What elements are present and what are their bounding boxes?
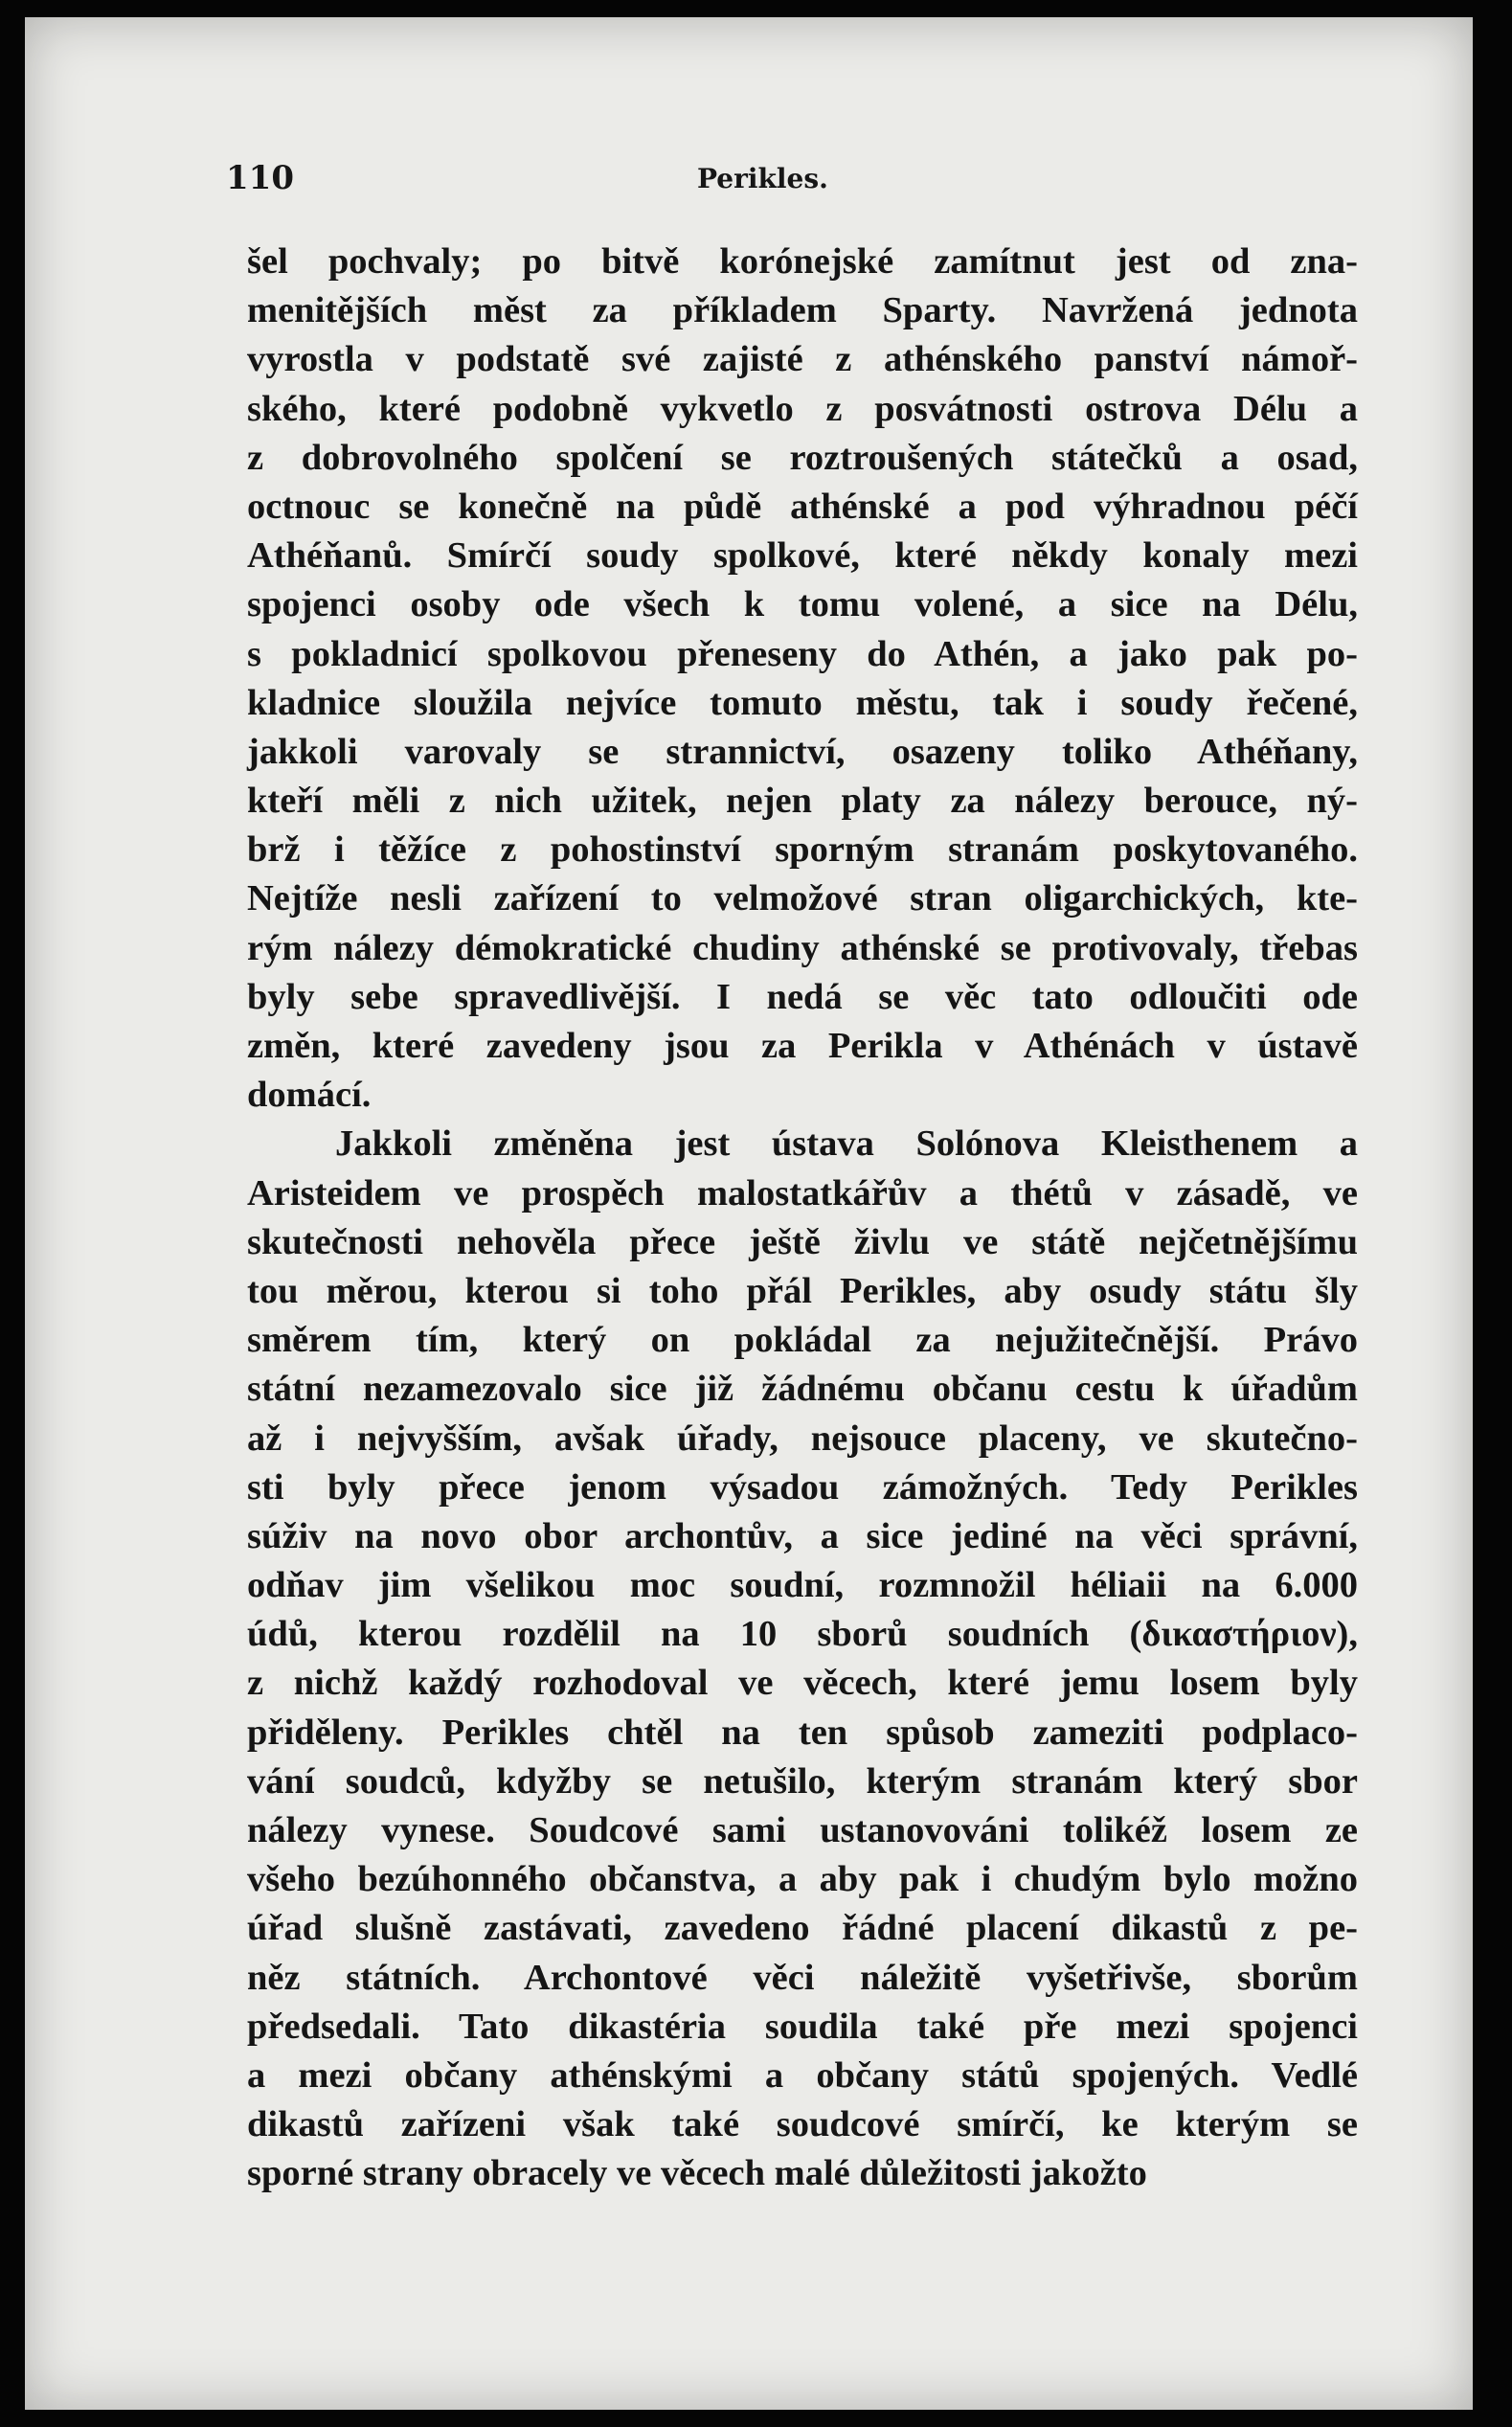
text-line: Jakkoli změněna jest ústava Solónova Kleisthenem a: [335, 1123, 1358, 1165]
text-line: sporné strany obracely ve věcech malé důležitosti jakožto: [247, 2153, 1147, 2194]
text-line: skutečnosti nehověla přece ještě živlu ve státě nejčetnějšímu: [247, 1221, 1358, 1262]
page-header: [226, 159, 1356, 197]
text-line: z nichž každý rozhodoval ve věcech, které jemu losem byly: [247, 1663, 1358, 1704]
text-line: vání soudců, kdyžby se netušilo, kterým stranám který sbor: [247, 1760, 1358, 1802]
text-line: údů, kterou rozdělil na 10 sborů soudních (δικαστήριον),: [247, 1614, 1358, 1655]
text-line: odňav jim všelikou moc soudní, rozmnožil héliaii na 6.000: [247, 1565, 1358, 1606]
text-line: kteří měli z nich užitek, nejen platy za nálezy berouce, ný-: [247, 781, 1358, 822]
text-line: Nejtíže nesli zařízení to velmožové stran oligarchických, kte-: [247, 878, 1358, 919]
page-number: 110: [226, 159, 294, 197]
text-line: s pokladnicí spolkovou přeneseny do Athén, a jako pak po-: [247, 633, 1358, 674]
text-line: šel pochvaly; po bitvě korónejské zamítnut jest od zna-: [247, 241, 1358, 282]
text-line: z dobrovolného spolčení se roztroušených státečků a osad,: [247, 437, 1358, 478]
text-line: tou měrou, kterou si toho přál Perikles, aby osudy státu šly: [247, 1270, 1358, 1311]
text-line: Aristeidem ve prospěch malostatkářův a thétů v zásadě, ve: [247, 1172, 1358, 1214]
body-text: [247, 238, 1358, 2199]
text-line: sti byly přece jenom výsadou zámožných. Tedy Perikles: [247, 1466, 1358, 1508]
text-line: a mezi občany athénskými a občany států spojených. Vedlé: [247, 2054, 1358, 2096]
text-line: octnouc se konečně na půdě athénské a pod výhradnou péčí: [247, 486, 1358, 527]
text-line: domácí.: [247, 1075, 372, 1116]
text-line: rým nálezy démokratické chudiny athénské se protivovaly, třebas: [247, 927, 1358, 968]
text-line: předsedali. Tato dikastéria soudila také pře mezi spojenci: [247, 2006, 1358, 2047]
text-line: ského, které podobně vykvetlo z posvátnosti ostrova Délu a: [247, 388, 1358, 429]
text-line: státní nezamezovalo sice již žádnému občanu cestu k úřadům: [247, 1369, 1358, 1410]
text-line: vyrostla v podstatě své zajisté z athénského panství námoř-: [247, 339, 1358, 380]
text-line: jakkoli varovaly se strannictví, osazeny toliko Athéňany,: [247, 731, 1358, 772]
text-line: brž i těžíce z pohostinství sporným stranám poskytovaného.: [247, 829, 1358, 871]
text-line: úřad slušně zastávati, zavedeno řádné placení dikastů z pe-: [247, 1908, 1358, 1949]
text-line: nálezy vynese. Soudcové sami ustanovováni tolikéž losem ze: [247, 1810, 1358, 1850]
running-title: Perikles.: [697, 163, 828, 194]
text-line: přiděleny. Perikles chtěl na ten spůsob zameziti podplaco-: [247, 1712, 1358, 1753]
text-line: změn, které zavedeny jsou za Perikla v Athénách v ústavě: [247, 1026, 1358, 1066]
text-line: všeho bezúhonného občanstva, a aby pak i chudým bylo možno: [247, 1859, 1358, 1900]
text-line: súživ na novo obor archontův, a sice jediné na věci správní,: [247, 1515, 1358, 1556]
text-line: něz státních. Archontové věci náležitě vyšetřivše, sborům: [247, 1957, 1358, 1998]
text-line: menitějších měst za příkladem Sparty. Navržená jednota: [247, 290, 1358, 331]
text-line: byly sebe spravedlivější. I nedá se věc tato odloučiti ode: [247, 976, 1358, 1017]
text-line: kladnice sloužila nejvíce tomuto městu, tak i soudy řečené,: [247, 682, 1358, 723]
text-line: Athéňanů. Smírčí soudy spolkové, které někdy konaly mezi: [247, 535, 1358, 577]
text-line: dikastů zařízeni však také soudcové smírčí, ke kterým se: [247, 2104, 1358, 2145]
book-page: [25, 17, 1473, 2410]
text-line: až i nejvyšším, avšak úřady, nejsouce placeny, ve skutečno-: [247, 1418, 1358, 1459]
text-line: směrem tím, který on pokládal za nejužitečnější. Právo: [247, 1320, 1358, 1361]
text-line: spojenci osoby ode všech k tomu volené, a sice na Délu,: [247, 584, 1358, 625]
